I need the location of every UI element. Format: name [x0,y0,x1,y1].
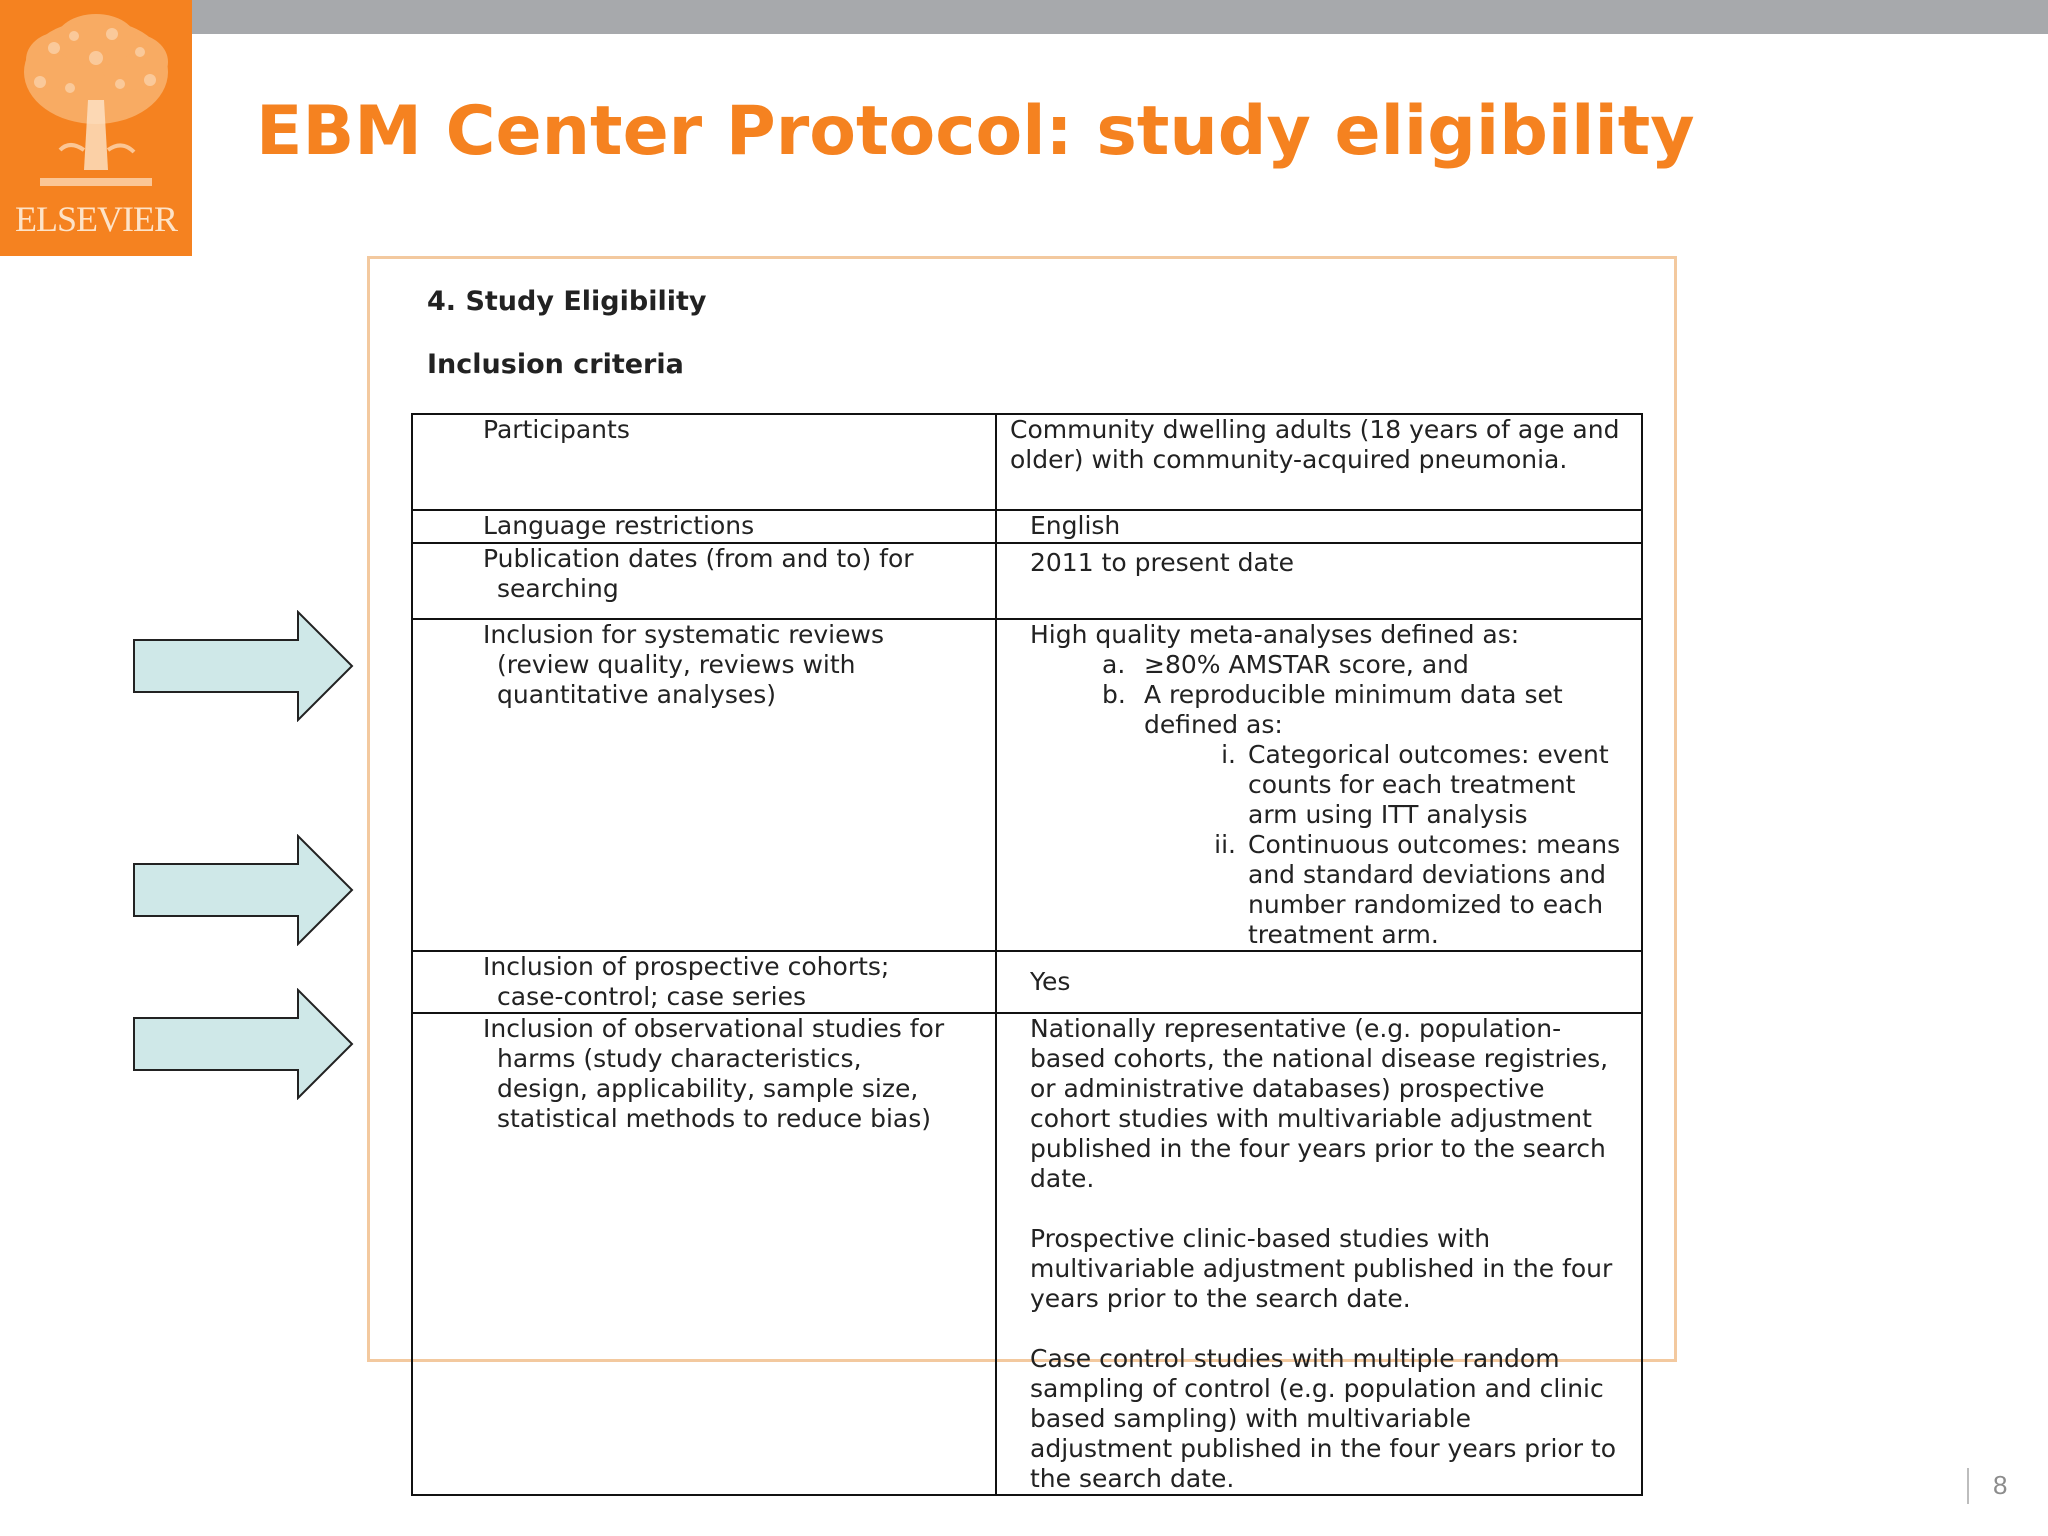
list-marker: i. [1221,740,1236,769]
row-label [412,510,996,543]
tree-icon [0,0,192,200]
list-marker: ii. [1214,830,1236,859]
row-value [996,510,1642,543]
page-number-divider [1967,1468,1969,1504]
inclusion-criteria-heading: Inclusion criteria [427,349,684,380]
top-banner-bar [0,0,2048,34]
list-item-text: Continuous outcomes: means and standard deviations and number randomized to each treatment arm. [1248,830,1621,949]
value-text: 2011 to present date [1030,548,1294,577]
value-text: Yes [1030,967,1071,996]
label-text: Language restrictions [483,511,755,540]
row-label [412,543,996,619]
list-item-text: A reproducible minimum data set defined as: [1144,680,1563,739]
label-text: case-control; case series [497,982,806,1011]
table-row [412,543,1642,619]
label-text: harms (study characteristics, [497,1044,862,1073]
logo-wordmark: ELSEVIER [15,199,177,239]
section-heading: 4. Study Eligibility [427,286,707,317]
value-paragraph: Prospective clinic-based studies with multivariable adjustment published in the four years prior to the search date. [1030,1224,1613,1313]
label-text: Participants [483,415,630,444]
table-row [412,951,1642,1013]
row-value [996,951,1642,1013]
list-marker: a. [1102,650,1126,679]
table-row [412,619,1642,951]
label-text: Publication dates (from and to) for [483,544,914,573]
label-text: searching [497,574,619,603]
value-paragraph: Case control studies with multiple random sampling of control (e.g. population and clinic based sampling) with multivariable adjustment published in the four years prior to the search date. [1030,1344,1617,1493]
table-row [412,1013,1642,1495]
label-text: Inclusion for systematic reviews [483,620,884,649]
value-text: English [1030,511,1121,540]
right-arrow-icon [132,834,356,946]
list-item-text: Categorical outcomes: event counts for each treatment arm using ITT analysis [1248,740,1609,829]
label-text: quantitative analyses) [497,680,777,709]
right-arrow-icon [132,610,356,722]
right-arrow-icon [132,988,356,1100]
row-label [412,1013,996,1495]
label-text: statistical methods to reduce bias) [497,1104,931,1133]
table-row [412,414,1642,510]
page-number: 8 [1993,1470,2008,1500]
row-label [412,414,996,510]
slide-title: EBM Center Protocol: study eligibility [256,92,1695,171]
row-value [996,543,1642,619]
list-marker: b. [1102,680,1126,709]
inclusion-criteria-table [411,413,1643,1496]
row-label [412,951,996,1013]
list-subitem [1030,740,1621,830]
row-value [996,414,1642,510]
value-text: Community dwelling adults (18 years of age and older) with community-acquired pneumonia. [1010,415,1620,474]
elsevier-logo [0,0,192,256]
label-text: Inclusion of observational studies for [483,1014,945,1043]
value-paragraph: Nationally representative (e.g. population-based cohorts, the national disease registries, or administrative databases) prospective cohort studies with multivariable adjustment published in the four years prior to the search date. [1030,1014,1609,1193]
label-text: (review quality, reviews with [497,650,856,679]
list-item [1030,650,1621,680]
value-text: High quality meta-analyses defined as: [1030,620,1520,649]
row-label [412,619,996,951]
label-text: design, applicability, sample size, [497,1074,919,1103]
table-row [412,510,1642,543]
list-item [1030,680,1621,740]
list-item-text: ≥80% AMSTAR score, and [1144,650,1469,679]
label-text: Inclusion of prospective cohorts; [483,952,890,981]
row-value [996,1013,1642,1495]
row-value [996,619,1642,951]
list-subitem [1030,830,1621,950]
